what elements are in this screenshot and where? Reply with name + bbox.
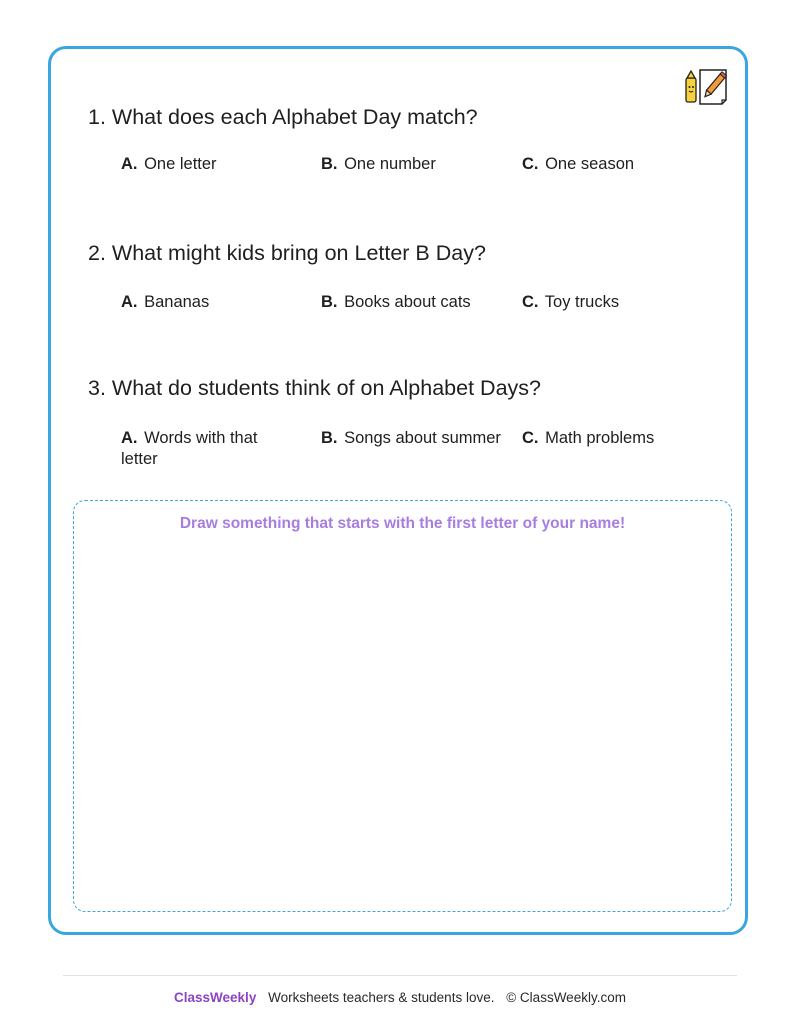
footer-divider: [63, 975, 737, 976]
question-3: [88, 375, 728, 468]
option-text: Songs about summer: [344, 429, 501, 447]
option-text: Toy trucks: [544, 293, 620, 311]
question-2: [88, 240, 728, 311]
question-prompt: 1. What does each Alphabet Day match?: [88, 105, 478, 129]
option-c[interactable]: [522, 428, 712, 449]
footer: [0, 990, 800, 1005]
question-prompt: 2. What might kids bring on Letter B Day?: [88, 241, 486, 265]
option-letter: A.: [121, 293, 138, 311]
option-letter: A.: [121, 429, 138, 447]
option-a[interactable]: [121, 154, 311, 175]
option-a[interactable]: [121, 428, 271, 470]
option-text: Books about cats: [344, 293, 471, 311]
option-text: One season: [545, 155, 635, 173]
answer-options: [121, 292, 721, 342]
footer-tagline: Worksheets teachers & students love.: [268, 990, 495, 1005]
option-text: Math problems: [545, 429, 655, 447]
option-b[interactable]: [321, 154, 511, 175]
option-b[interactable]: [321, 292, 511, 313]
option-letter: C.: [522, 429, 539, 447]
option-letter: B.: [321, 155, 338, 173]
option-a[interactable]: [121, 292, 311, 313]
drawing-area[interactable]: [73, 500, 732, 912]
option-c[interactable]: [522, 154, 712, 175]
option-letter: B.: [321, 429, 338, 447]
option-letter: B.: [321, 293, 338, 311]
option-letter: A.: [121, 155, 138, 173]
drawing-prompt: Draw something that starts with the first letter of your name!: [179, 515, 626, 532]
option-letter: C.: [522, 293, 539, 311]
option-text: One letter: [144, 155, 217, 173]
footer-brand[interactable]: ClassWeekly: [174, 990, 257, 1005]
question-prompt: 3. What do students think of on Alphabet Days?: [88, 376, 541, 400]
question-1: [88, 104, 728, 173]
option-text: One number: [344, 155, 436, 173]
option-b[interactable]: [321, 428, 511, 449]
answer-options: [121, 428, 721, 478]
option-c[interactable]: [522, 292, 712, 313]
crayon-and-paper-icon: [682, 66, 730, 108]
option-letter: C.: [522, 155, 539, 173]
option-text: Words with that letter: [121, 429, 258, 468]
option-text: Bananas: [144, 293, 210, 311]
answer-options: [121, 154, 721, 204]
footer-copyright: © ClassWeekly.com: [506, 990, 626, 1005]
